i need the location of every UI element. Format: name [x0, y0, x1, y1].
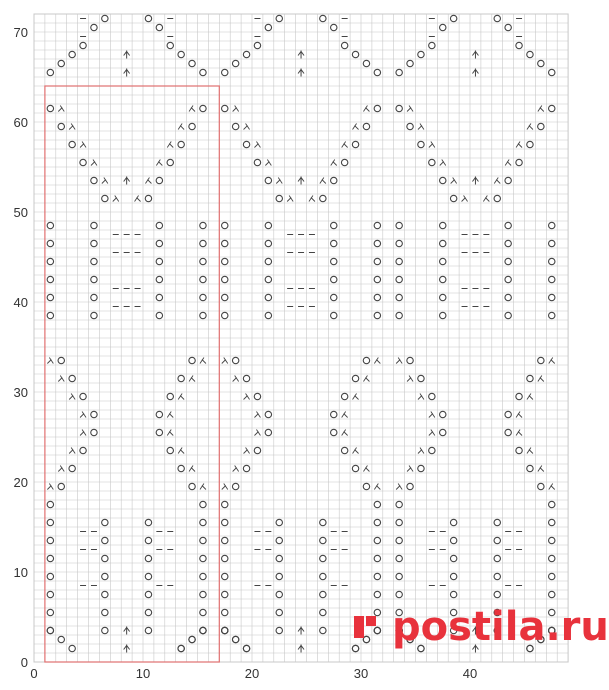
watermark-name: postila — [392, 604, 546, 650]
y-tick-label: 20 — [13, 475, 28, 490]
x-tick-label: 0 — [30, 666, 38, 681]
postila-watermark — [392, 604, 609, 650]
watermark-suffix: .ru — [545, 604, 609, 650]
x-tick-label: 30 — [353, 666, 369, 681]
y-tick-label: 40 — [13, 295, 28, 310]
y-tick-label: 10 — [13, 565, 28, 580]
y-tick-label: 50 — [13, 205, 28, 220]
x-tick-label: 20 — [244, 666, 260, 681]
y-tick-label: 60 — [13, 115, 28, 130]
x-tick-label: 10 — [135, 666, 151, 681]
x-axis — [30, 666, 477, 681]
y-axis — [14, 25, 28, 670]
y-tick-label: 70 — [13, 25, 28, 40]
chart-grid — [34, 14, 568, 662]
y-tick-label: 0 — [20, 655, 28, 670]
postila-logo-icon — [350, 612, 380, 642]
y-tick-label: 30 — [13, 385, 28, 400]
x-tick-label: 40 — [462, 666, 478, 681]
